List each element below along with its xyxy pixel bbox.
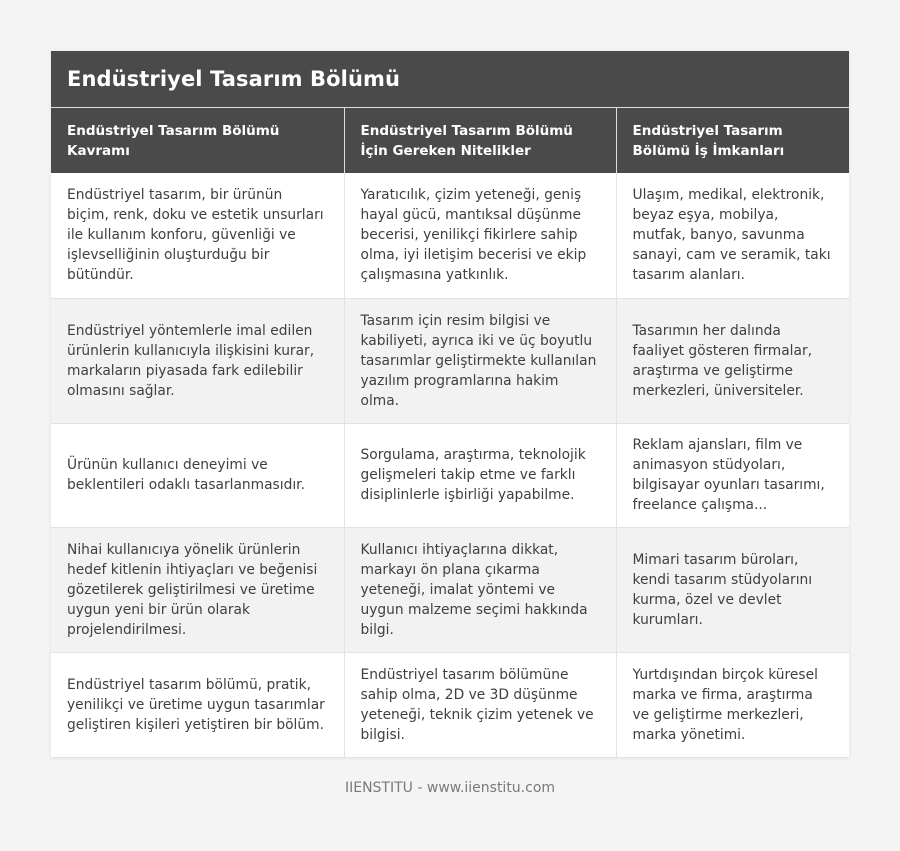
column-header-concept: Endüstriyel Tasarım Bölümü Kavramı	[51, 108, 344, 173]
table-row	[51, 423, 849, 527]
table-cell-job-opportunities: Mimari tasarım büroları, kendi tasarım stüdyolarını kurma, özel ve devlet kurumları.	[616, 527, 849, 652]
table-cell-concept: Endüstriyel tasarım, bir ürünün biçim, renk, doku ve estetik unsurları ile kullanım konforu, güvenliği ve işlevselliğinin oluşturduğu bir bütündür.	[51, 173, 344, 298]
info-table-card	[51, 51, 849, 758]
table-cell-job-opportunities: Ulaşım, medikal, elektronik, beyaz eşya, mobilya, mutfak, banyo, savunma sanayi, cam ve seramik, takı tasarım alanları.	[616, 173, 849, 298]
column-header-job-opportunities: Endüstriyel Tasarım Bölümü İş İmkanları	[616, 108, 849, 173]
table-header-row	[51, 108, 849, 173]
table-cell-qualifications: Endüstriyel tasarım bölümüne sahip olma, 2D ve 3D düşünme yeteneği, teknik çizim yetenek ve bilgisi.	[344, 652, 616, 757]
column-header-qualifications: Endüstriyel Tasarım Bölümü İçin Gereken Nitelikler	[344, 108, 616, 173]
table-cell-qualifications: Yaratıcılık, çizim yeteneği, geniş hayal gücü, mantıksal düşünme becerisi, yenilikçi fikirlere sahip olma, iyi iletişim becerisi ve ekip çalışmasına yatkınlık.	[344, 173, 616, 298]
table-row	[51, 298, 849, 423]
table-cell-job-opportunities: Reklam ajansları, film ve animasyon stüdyoları, bilgisayar oyunları tasarımı, freelance çalışma...	[616, 423, 849, 527]
table-cell-concept: Endüstriyel yöntemlerle imal edilen ürünlerin kullanıcıyla ilişkisini kurar, markaların piyasada fark edilebilir olmasını sağlar.	[51, 298, 344, 423]
table-row	[51, 173, 849, 298]
table-row	[51, 652, 849, 757]
table-cell-concept: Nihai kullanıcıya yönelik ürünlerin hedef kitlenin ihtiyaçları ve beğenisi gözetilerek geliştirilmesi ve üretime uygun yeni bir ürün olarak projelendirilmesi.	[51, 527, 344, 652]
info-table	[51, 108, 849, 758]
table-cell-qualifications: Sorgulama, araştırma, teknolojik gelişmeleri takip etme ve farklı disiplinlerle işbirliği yapabilme.	[344, 423, 616, 527]
table-row	[51, 527, 849, 652]
table-cell-qualifications: Kullanıcı ihtiyaçlarına dikkat, markayı ön plana çıkarma yeteneği, imalat yöntemi ve uygun malzeme seçimi hakkında bilgi.	[344, 527, 616, 652]
table-title: Endüstriyel Tasarım Bölümü	[67, 67, 401, 91]
table-cell-concept: Ürünün kullanıcı deneyimi ve beklentileri odaklı tasarlanmasıdır.	[51, 423, 344, 527]
table-cell-job-opportunities: Tasarımın her dalında faaliyet gösteren firmalar, araştırma ve geliştirme merkezleri, üniversiteler.	[616, 298, 849, 423]
table-cell-job-opportunities: Yurtdışından birçok küresel marka ve firma, araştırma ve geliştirme merkezleri, marka yönetimi.	[616, 652, 849, 757]
table-cell-concept: Endüstriyel tasarım bölümü, pratik, yenilikçi ve üretime uygun tasarımlar geliştiren kişileri yetiştiren bir bölüm.	[51, 652, 344, 757]
footer-credit: IIENSTITU - www.iienstitu.com	[344, 780, 556, 796]
table-title-bar	[51, 51, 849, 108]
table-cell-qualifications: Tasarım için resim bilgisi ve kabiliyeti, ayrıca iki ve üç boyutlu tasarımlar geliştirmekte kullanılan yazılım programlarına hakim olma.	[344, 298, 616, 423]
